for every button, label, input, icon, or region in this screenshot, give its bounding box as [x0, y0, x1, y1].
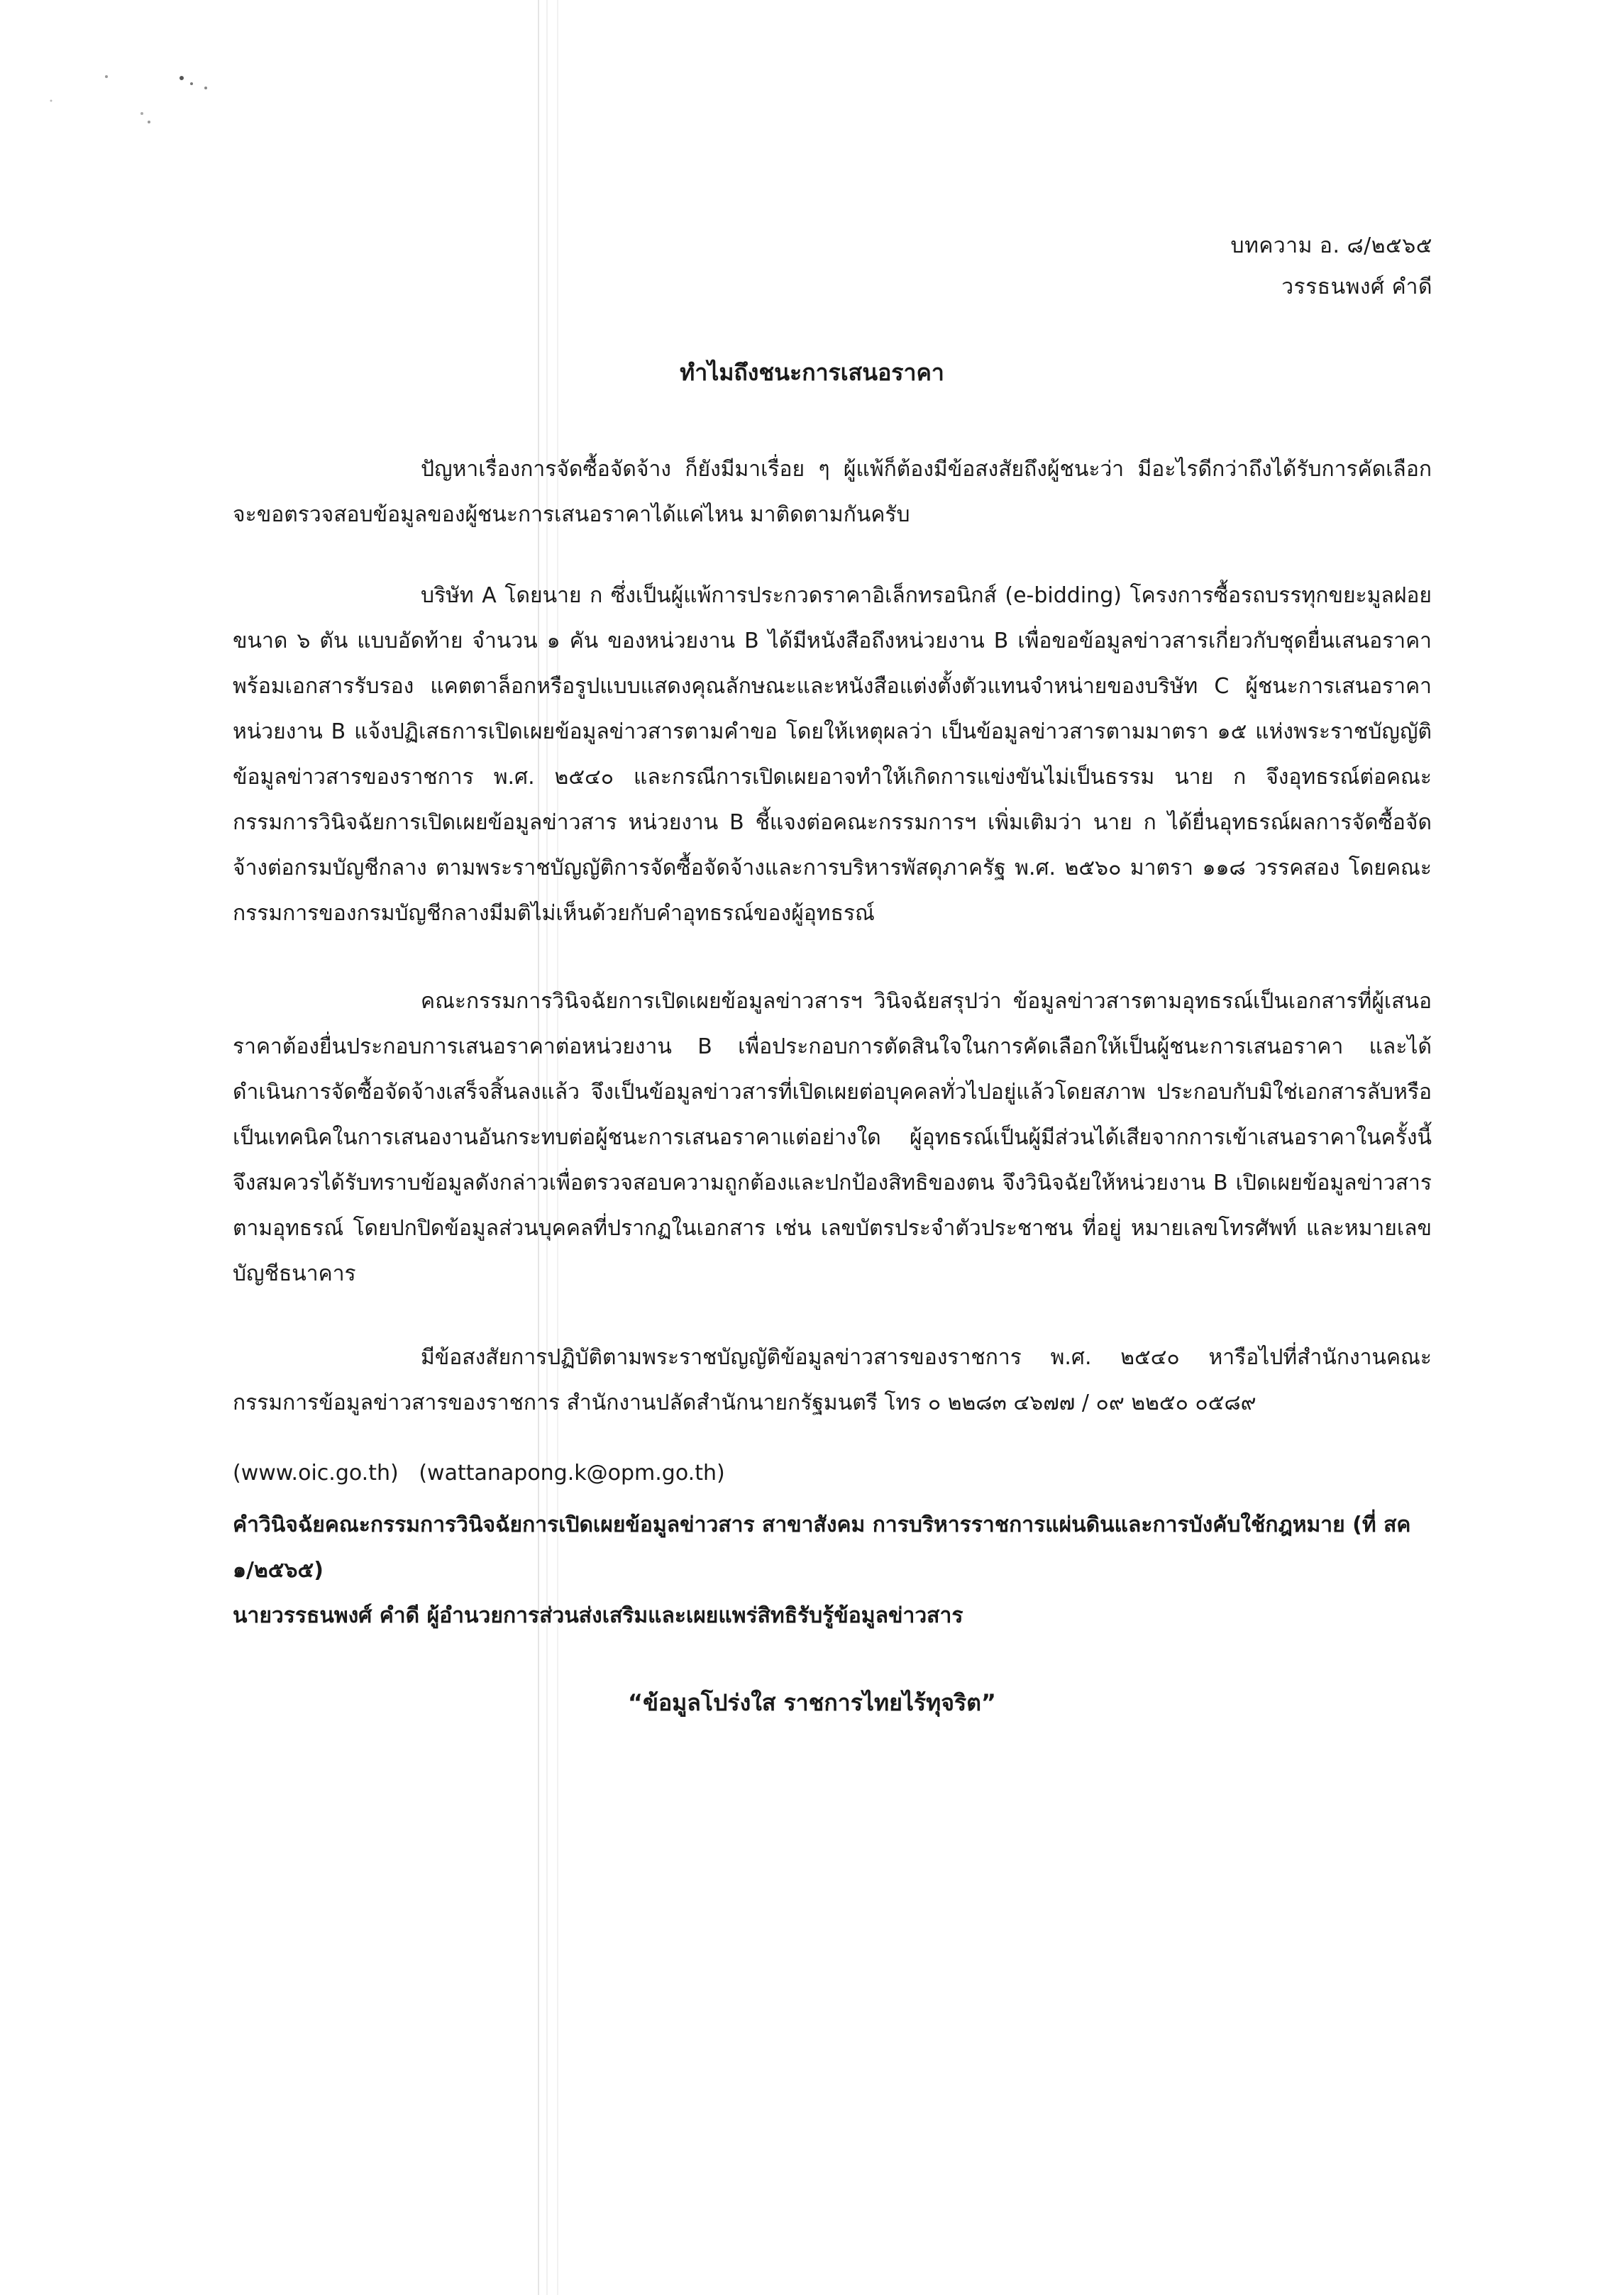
- paragraph: คณะกรรมการวินิจฉัยการเปิดเผยข้อมูลข่าวสารฯ วินิจฉัยสรุปว่า ข้อมูลข่าวสารตามอุทธรณ์เป็นเอกสารที่ผู้เสนอราคาต้องยื่นประกอบการเสนอราคาต่อหน่วยงาน B เพื่อประกอบการตัดสินใจในการคัดเลือกให้เป็นผู้ชนะการเสนอราคา และได้ดำเนินการจัดซื้อจัดจ้างเสร็จสิ้นลงแล้ว จึงเป็นข้อมูลข่าวสารที่เปิดเผยต่อบุคคลทั่วไปอยู่แล้วโดยสภาพ ประกอบกับมิใช่เอกสารลับหรือเป็นเทคนิคในการเสนองานอันกระทบต่อผู้ชนะการเสนอราคาแต่อย่างใด ผู้อุทธรณ์เป็นผู้มีส่วนได้เสียจากการเข้าเสนอราคาในครั้งนี้ จึงสมควรได้รับทราบข้อมูลดังกล่าวเพื่อตรวจสอบความถูกต้องและปกป้องสิทธิของตน จึงวินิจฉัยให้หน่วยงาน B เปิดเผยข้อมูลข่าวสารตามอุทธรณ์ โดยปกปิดข้อมูลส่วนบุคคลที่ปรากฏในเอกสาร เช่น เลขบัตรประจำตัวประชาชน ที่อยู่ หมายเลขโทรศัพท์ และหมายเลขบัญชีธนาคาร: [233, 989, 1432, 1286]
- article-header: [1231, 226, 1432, 308]
- page-title: ทำไมถึงชนะการเสนอราคา: [680, 359, 944, 386]
- ruling-title: คำวินิจฉัยคณะกรรมการวินิจฉัยการเปิดเผยข้อมูลข่าวสาร สาขาสังคม การบริหารราชการแผ่นดินและการบังคับใช้กฎหมาย (ที่ สค ๑/๒๕๖๕): [233, 1513, 1411, 1583]
- website-link[interactable]: (www.oic.go.th): [233, 1461, 399, 1486]
- paragraph: ปัญหาเรื่องการจัดซื้อจัดจ้าง ก็ยังมีมาเรื่อย ๆ ผู้แพ้ก็ต้องมีข้อสงสัยถึงผู้ชนะว่า มีอะไรดีกว่าถึงได้รับการคัดเลือก จะขอตรวจสอบข้อมูลของผู้ชนะการเสนอราคาได้แค่ไหน มาติดตามกันครับ: [233, 457, 1432, 527]
- scan-specks: [43, 57, 227, 142]
- email-link[interactable]: (wattanapong.k@opm.go.th): [419, 1461, 725, 1486]
- article-body: [233, 447, 1432, 1426]
- article-number: บทความ อ. ๘/๒๕๖๕: [1230, 233, 1432, 258]
- author-name: วรรธนพงศ์ คำดี: [1281, 275, 1432, 299]
- paragraph: มีข้อสงสัยการปฏิบัติตามพระราชบัญญัติข้อมูลข่าวสารของราชการ พ.ศ. ๒๕๔๐ หารือไปที่สำนักงานคณะกรรมการข้อมูลข่าวสารของราชการ สำนักงานปลัดสำนักนายกรัฐมนตรี โทร ๐ ๒๒๘๓ ๔๖๗๗ / ๐๙ ๒๒๕๐ ๐๕๘๙: [233, 1345, 1432, 1415]
- ruling-reference: [233, 1503, 1439, 1639]
- contact-line: [233, 1453, 725, 1494]
- author-position: นายวรรธนพงศ์ คำดี ผู้อำนวยการส่วนส่งเสริมและเผยแพร่สิทธิรับรู้ข้อมูลข่าวสาร: [233, 1603, 963, 1628]
- slogan: “ข้อมูลโปร่งใส ราชการไทยไร้ทุจริต”: [628, 1689, 996, 1716]
- paragraph: บริษัท A โดยนาย ก ซึ่งเป็นผู้แพ้การประกวดราคาอิเล็กทรอนิกส์ (e-bidding) โครงการซื้อรถบรรทุกขยะมูลฝอย ขนาด ๖ ตัน แบบอัดท้าย จำนวน ๑ คัน ของหน่วยงาน B ได้มีหนังสือถึงหน่วยงาน B เพื่อขอข้อมูลข่าวสารเกี่ยวกับชุดยื่นเสนอราคาพร้อมเอกสารรับรอง แคตตาล็อกหรือรูปแบบแสดงคุณลักษณะและหนังสือแต่งตั้งตัวแทนจำหน่ายของบริษัท C ผู้ชนะการเสนอราคา หน่วยงาน B แจ้งปฏิเสธการเปิดเผยข้อมูลข่าวสารตามคำขอ โดยให้เหตุผลว่า เป็นข้อมูลข่าวสารตามมาตรา ๑๕ แห่งพระราชบัญญัติข้อมูลข่าวสารของราชการ พ.ศ. ๒๕๔๐ และกรณีการเปิดเผยอาจทำให้เกิดการแข่งขันไม่เป็นธรรม นาย ก จึงอุทธรณ์ต่อคณะกรรมการวินิจฉัยการเปิดเผยข้อมูลข่าวสาร หน่วยงาน B ชี้แจงต่อคณะกรรมการฯ เพิ่มเติมว่า นาย ก ได้ยื่นอุทธรณ์ผลการจัดซื้อจัดจ้างต่อกรมบัญชีกลาง ตามพระราชบัญญัติการจัดซื้อจัดจ้างและการบริหารพัสดุภาครัฐ พ.ศ. ๒๕๖๐ มาตรา ๑๑๘ วรรคสอง โดยคณะกรรมการของกรมบัญชีกลางมีมติไม่เห็นด้วยกับคำอุทธรณ์ของผู้อุทธรณ์: [233, 583, 1432, 926]
